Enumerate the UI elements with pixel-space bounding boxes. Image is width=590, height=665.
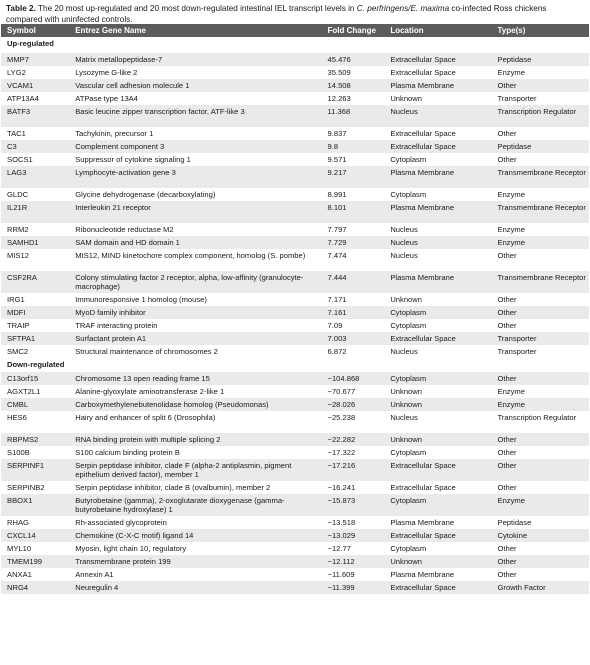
cell-gene-name: TRAF interacting protein (69, 319, 321, 332)
cell-fold-change: 7.797 (322, 223, 385, 236)
cell-symbol: MIS12 (1, 249, 69, 271)
cell-fold-change: −22.282 (322, 433, 385, 446)
cell-location: Extracellular Space (384, 581, 491, 594)
cell-types: Other (492, 481, 589, 494)
table-row (1, 372, 589, 385)
table-row (1, 555, 589, 568)
cell-types: Cytokine (492, 529, 589, 542)
cell-types: Enzyme (492, 385, 589, 398)
cell-symbol: C13orf15 (1, 372, 69, 385)
cell-symbol: LYG2 (1, 66, 69, 79)
cell-location: Unknown (384, 398, 491, 411)
cell-location: Extracellular Space (384, 127, 491, 140)
section-row (1, 358, 589, 372)
cell-types: Peptidase (492, 516, 589, 529)
cell-location: Nucleus (384, 236, 491, 249)
table-row (1, 127, 589, 140)
cell-symbol: RRM2 (1, 223, 69, 236)
cell-fold-change: 7.474 (322, 249, 385, 271)
cell-fold-change: 9.217 (322, 166, 385, 188)
caption-text-end: co-infected Ross chickens compared with uninfected controls. (6, 4, 547, 24)
cell-fold-change: −13.029 (322, 529, 385, 542)
table-row (1, 319, 589, 332)
table-caption (0, 0, 590, 24)
cell-types: Other (492, 542, 589, 555)
header-types: Type(s) (492, 24, 589, 37)
cell-types: Enzyme (492, 188, 589, 201)
cell-symbol: NRG4 (1, 581, 69, 594)
cell-gene-name: Glycine dehydrogenase (decarboxylating) (69, 188, 321, 201)
cell-location: Nucleus (384, 345, 491, 358)
caption-species: C. perfringens/E. maxima (356, 4, 450, 13)
cell-gene-name: Annexin A1 (69, 568, 321, 581)
cell-gene-name: S100 calcium binding protein B (69, 446, 321, 459)
cell-gene-name: Butyrobetaine (gamma), 2-oxoglutarate dioxygenase (gamma-butyrobetaine hydroxylase) 1 (69, 494, 321, 516)
cell-symbol: CMBL (1, 398, 69, 411)
cell-gene-name: Surfactant protein A1 (69, 332, 321, 345)
table-row (1, 105, 589, 127)
cell-gene-name: Lymphocyte-activation gene 3 (69, 166, 321, 188)
cell-location: Cytoplasm (384, 306, 491, 319)
cell-fold-change: 11.368 (322, 105, 385, 127)
table-row (1, 249, 589, 271)
cell-fold-change: 9.8 (322, 140, 385, 153)
header-row (1, 24, 589, 37)
cell-gene-name: Structural maintenance of chromosomes 2 (69, 345, 321, 358)
cell-location: Extracellular Space (384, 332, 491, 345)
cell-types: Transcription Regulator (492, 105, 589, 127)
section-row (1, 37, 589, 53)
cell-symbol: TRAIP (1, 319, 69, 332)
cell-location: Extracellular Space (384, 66, 491, 79)
cell-gene-name: Complement component 3 (69, 140, 321, 153)
cell-fold-change: 45.476 (322, 53, 385, 66)
table-row (1, 236, 589, 249)
cell-gene-name: Rh-associated glycoprotein (69, 516, 321, 529)
section-title: Up-regulated (1, 37, 589, 53)
cell-location: Nucleus (384, 249, 491, 271)
cell-gene-name: RNA binding protein with multiple splicing 2 (69, 433, 321, 446)
cell-symbol: TAC1 (1, 127, 69, 140)
cell-types: Other (492, 459, 589, 481)
cell-symbol: SFTPA1 (1, 332, 69, 345)
cell-location: Cytoplasm (384, 494, 491, 516)
cell-fold-change: −11.609 (322, 568, 385, 581)
cell-fold-change: 8.101 (322, 201, 385, 223)
cell-gene-name: Vascular cell adhesion molecule 1 (69, 79, 321, 92)
cell-location: Cytoplasm (384, 542, 491, 555)
cell-gene-name: Chemokine (C-X-C motif) ligand 14 (69, 529, 321, 542)
cell-gene-name: Alanine-glyoxylate aminotransferase 2-like 1 (69, 385, 321, 398)
cell-gene-name: Matrix metallopeptidase-7 (69, 53, 321, 66)
cell-types: Other (492, 433, 589, 446)
cell-fold-change: −17.216 (322, 459, 385, 481)
table-row (1, 79, 589, 92)
cell-location: Nucleus (384, 223, 491, 236)
table-row (1, 529, 589, 542)
cell-gene-name: Chromosome 13 open reading frame 15 (69, 372, 321, 385)
table-row (1, 398, 589, 411)
cell-symbol: RBPMS2 (1, 433, 69, 446)
cell-gene-name: Carboxymethylenebutenolidase homolog (Pseudomonas) (69, 398, 321, 411)
table-row (1, 516, 589, 529)
cell-fold-change: −12.77 (322, 542, 385, 555)
cell-location: Plasma Membrane (384, 271, 491, 293)
cell-symbol: MDFI (1, 306, 69, 319)
cell-types: Peptidase (492, 140, 589, 153)
cell-fold-change: 7.09 (322, 319, 385, 332)
table-row (1, 66, 589, 79)
cell-symbol: ANXA1 (1, 568, 69, 581)
cell-symbol: CXCL14 (1, 529, 69, 542)
cell-location: Cytoplasm (384, 372, 491, 385)
caption-text: The 20 most up-regulated and 20 most down-regulated intestinal IEL transcript levels in (35, 4, 357, 13)
cell-types: Other (492, 306, 589, 319)
cell-location: Nucleus (384, 411, 491, 433)
cell-fold-change: 9.571 (322, 153, 385, 166)
table-row (1, 92, 589, 105)
cell-location: Cytoplasm (384, 319, 491, 332)
cell-fold-change: −12.112 (322, 555, 385, 568)
cell-gene-name: Serpin peptidase inhibitor, clade B (ovalbumin), member 2 (69, 481, 321, 494)
table-row (1, 411, 589, 433)
cell-location: Cytoplasm (384, 153, 491, 166)
cell-types: Other (492, 319, 589, 332)
cell-location: Unknown (384, 385, 491, 398)
table-row (1, 481, 589, 494)
cell-fold-change: −17.322 (322, 446, 385, 459)
cell-symbol: SAMHD1 (1, 236, 69, 249)
cell-gene-name: Serpin peptidase inhibitor, clade F (alpha-2 antiplasmin, pigment epithelium derived factor), member 1 (69, 459, 321, 481)
cell-types: Other (492, 249, 589, 271)
cell-fold-change: −104.868 (322, 372, 385, 385)
cell-location: Unknown (384, 555, 491, 568)
cell-gene-name: Neuregulin 4 (69, 581, 321, 594)
cell-symbol: S100B (1, 446, 69, 459)
cell-symbol: VCAM1 (1, 79, 69, 92)
cell-symbol: IRG1 (1, 293, 69, 306)
cell-fold-change: 8.991 (322, 188, 385, 201)
cell-gene-name: Interleukin 21 receptor (69, 201, 321, 223)
table-row (1, 332, 589, 345)
cell-symbol: MMP7 (1, 53, 69, 66)
cell-types: Other (492, 568, 589, 581)
cell-gene-name: MyoD family inhibitor (69, 306, 321, 319)
cell-gene-name: Suppressor of cytokine signaling 1 (69, 153, 321, 166)
cell-gene-name: Basic leucine zipper transcription factor, ATF-like 3 (69, 105, 321, 127)
cell-types: Transmembrane Receptor (492, 271, 589, 293)
cell-types: Transporter (492, 345, 589, 358)
cell-fold-change: −11.399 (322, 581, 385, 594)
cell-fold-change: −16.241 (322, 481, 385, 494)
table-row (1, 494, 589, 516)
cell-symbol: BATF3 (1, 105, 69, 127)
table-row (1, 446, 589, 459)
cell-symbol: LAG3 (1, 166, 69, 188)
table-row (1, 201, 589, 223)
cell-location: Extracellular Space (384, 481, 491, 494)
cell-symbol: AGXT2L1 (1, 385, 69, 398)
cell-types: Other (492, 372, 589, 385)
cell-symbol: MYL10 (1, 542, 69, 555)
cell-location: Extracellular Space (384, 529, 491, 542)
table-body (1, 37, 589, 594)
cell-gene-name: Myosin, light chain 10, regulatory (69, 542, 321, 555)
cell-types: Enzyme (492, 223, 589, 236)
cell-location: Unknown (384, 92, 491, 105)
cell-symbol: ATP13A4 (1, 92, 69, 105)
table-row (1, 166, 589, 188)
table-row (1, 153, 589, 166)
cell-types: Enzyme (492, 398, 589, 411)
cell-types: Transporter (492, 332, 589, 345)
cell-fold-change: 7.003 (322, 332, 385, 345)
cell-symbol: BBOX1 (1, 494, 69, 516)
cell-types: Enzyme (492, 494, 589, 516)
table-row (1, 581, 589, 594)
cell-symbol: SERPINF1 (1, 459, 69, 481)
header-fold-change: Fold Change (322, 24, 385, 37)
cell-fold-change: −70.677 (322, 385, 385, 398)
table-row (1, 188, 589, 201)
cell-symbol: IL21R (1, 201, 69, 223)
cell-gene-name: Immunoresponsive 1 homolog (mouse) (69, 293, 321, 306)
cell-symbol: SOCS1 (1, 153, 69, 166)
cell-types: Enzyme (492, 236, 589, 249)
table-row (1, 293, 589, 306)
cell-types: Other (492, 555, 589, 568)
cell-types: Growth Factor (492, 581, 589, 594)
cell-gene-name: Ribonucleotide reductase M2 (69, 223, 321, 236)
cell-fold-change: 7.161 (322, 306, 385, 319)
cell-types: Enzyme (492, 66, 589, 79)
cell-types: Other (492, 127, 589, 140)
table-row (1, 306, 589, 319)
cell-gene-name: Tachykinin, precursor 1 (69, 127, 321, 140)
table-row (1, 568, 589, 581)
gene-table (1, 24, 589, 594)
table-row (1, 459, 589, 481)
cell-location: Cytoplasm (384, 446, 491, 459)
cell-location: Extracellular Space (384, 53, 491, 66)
cell-types: Other (492, 79, 589, 92)
cell-gene-name: ATPase type 13A4 (69, 92, 321, 105)
cell-types: Peptidase (492, 53, 589, 66)
cell-types: Other (492, 153, 589, 166)
cell-location: Cytoplasm (384, 188, 491, 201)
cell-gene-name: Hairy and enhancer of split 6 (Drosophila) (69, 411, 321, 433)
cell-fold-change: 7.444 (322, 271, 385, 293)
cell-types: Other (492, 293, 589, 306)
cell-symbol: GLDC (1, 188, 69, 201)
cell-location: Unknown (384, 293, 491, 306)
cell-gene-name: Transmembrane protein 199 (69, 555, 321, 568)
cell-symbol: HES6 (1, 411, 69, 433)
cell-gene-name: SAM domain and HD domain 1 (69, 236, 321, 249)
cell-fold-change: 14.508 (322, 79, 385, 92)
table-row (1, 271, 589, 293)
cell-fold-change: 6.872 (322, 345, 385, 358)
cell-fold-change: −13.518 (322, 516, 385, 529)
cell-location: Unknown (384, 433, 491, 446)
cell-gene-name: Colony stimulating factor 2 receptor, alpha, low-affinity (granulocyte-macrophage) (69, 271, 321, 293)
cell-fold-change: −28.026 (322, 398, 385, 411)
cell-location: Plasma Membrane (384, 166, 491, 188)
cell-fold-change: 7.171 (322, 293, 385, 306)
cell-types: Other (492, 446, 589, 459)
cell-symbol: SERPINB2 (1, 481, 69, 494)
cell-location: Extracellular Space (384, 459, 491, 481)
cell-location: Plasma Membrane (384, 516, 491, 529)
cell-location: Extracellular Space (384, 140, 491, 153)
cell-gene-name: Lysozyme G-like 2 (69, 66, 321, 79)
cell-location: Plasma Membrane (384, 79, 491, 92)
header-location: Location (384, 24, 491, 37)
cell-symbol: SMC2 (1, 345, 69, 358)
table-row (1, 223, 589, 236)
table-row (1, 345, 589, 358)
cell-symbol: TMEM199 (1, 555, 69, 568)
table-row (1, 53, 589, 66)
cell-location: Plasma Membrane (384, 201, 491, 223)
header-gene-name: Entrez Gene Name (69, 24, 321, 37)
table-row (1, 385, 589, 398)
cell-fold-change: 12.263 (322, 92, 385, 105)
cell-symbol: CSF2RA (1, 271, 69, 293)
cell-fold-change: −25.238 (322, 411, 385, 433)
cell-symbol: C3 (1, 140, 69, 153)
cell-types: Transcription Regulator (492, 411, 589, 433)
cell-types: Transporter (492, 92, 589, 105)
table-row (1, 542, 589, 555)
table-row (1, 433, 589, 446)
table-row (1, 140, 589, 153)
cell-fold-change: 7.729 (322, 236, 385, 249)
caption-label: Table 2. (6, 4, 36, 13)
cell-location: Nucleus (384, 105, 491, 127)
cell-gene-name: MIS12, MIND kinetochore complex component, homolog (S. pombe) (69, 249, 321, 271)
cell-fold-change: 35.509 (322, 66, 385, 79)
cell-types: Transmembrane Receptor (492, 166, 589, 188)
header-symbol: Symbol (1, 24, 69, 37)
cell-fold-change: 9.837 (322, 127, 385, 140)
cell-symbol: RHAG (1, 516, 69, 529)
cell-location: Plasma Membrane (384, 568, 491, 581)
cell-types: Transmembrane Receptor (492, 201, 589, 223)
cell-fold-change: −15.873 (322, 494, 385, 516)
section-title: Down-regulated (1, 358, 589, 372)
